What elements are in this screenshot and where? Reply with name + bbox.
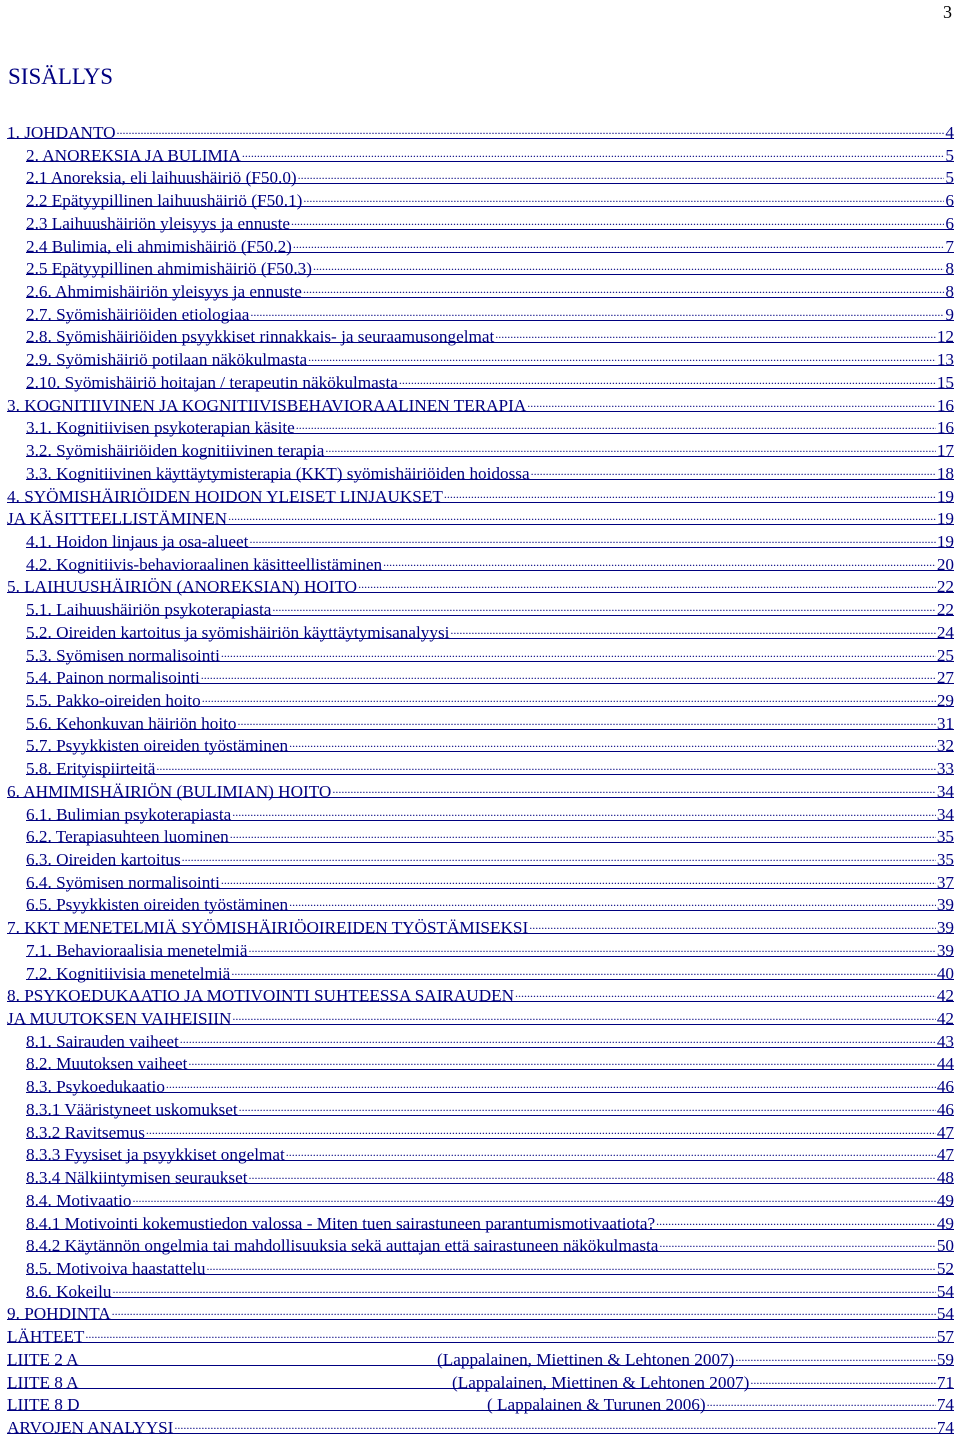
toc-entry-citation: (Lappalainen, Miettinen & Lehtonen 2007): [452, 1372, 750, 1392]
toc-dot-leader: [174, 1411, 935, 1433]
toc-dot-leader: [248, 934, 935, 956]
toc-entry-link[interactable]: [26, 207, 954, 233]
toc-entry-page: 46: [936, 1099, 954, 1119]
toc-entry-link[interactable]: [7, 1320, 954, 1347]
toc-entry[interactable]: [26, 729, 960, 756]
toc-entry-link[interactable]: [26, 1025, 954, 1051]
toc-entry-label: 2.1 Anoreksia, eli laihuushäiriö (F50.0): [26, 168, 297, 188]
toc-entry-page: 8: [945, 282, 954, 302]
toc-entry-link[interactable]: [26, 1207, 954, 1233]
toc-entry-link[interactable]: [26, 707, 954, 733]
toc-entry[interactable]: [26, 843, 960, 869]
toc-entry-label: 6.1. Bulimian psykoterapiasta: [26, 804, 232, 824]
toc-dot-leader: [527, 389, 936, 411]
toc-entry-link[interactable]: [26, 343, 954, 370]
toc-dot-leader: [303, 184, 944, 206]
toc-entry-link[interactable]: [26, 139, 954, 165]
toc-entry[interactable]: [26, 1275, 960, 1301]
toc-entry-label: 7. KKT MENETELMIÄ SYÖMISHÄIRIÖOIREIDEN TYÖSTÄMISEKSI: [7, 918, 529, 938]
toc-entry-label: 8.3. Psykoedukaatio: [26, 1077, 165, 1097]
toc-entry-link[interactable]: [26, 593, 954, 620]
toc-entry-page: 5: [945, 145, 954, 165]
toc-entry-page: 15: [936, 372, 954, 392]
toc-entry-link[interactable]: [26, 525, 954, 551]
toc-dot-leader: [531, 457, 936, 479]
toc-entry-link[interactable]: [7, 775, 954, 801]
toc-entry-page: 42: [936, 1009, 954, 1029]
toc-entry[interactable]: [7, 1343, 960, 1369]
toc-entry[interactable]: [26, 1229, 960, 1256]
toc-entry[interactable]: [26, 1252, 960, 1278]
toc-entry-page: 19: [936, 509, 954, 529]
toc-entry-page: 4: [945, 123, 954, 142]
toc-dot-leader: [383, 548, 936, 570]
toc-entry-link[interactable]: [26, 184, 954, 211]
toc-dot-leader: [112, 1275, 935, 1297]
toc-entry[interactable]: [26, 207, 960, 233]
toc-entry[interactable]: [26, 343, 960, 370]
toc-entry-label: 5.6. Kehonkuvan häiriön hoito: [26, 713, 237, 733]
toc-entry-link[interactable]: [7, 911, 954, 938]
toc-entry-label: 3.3. Kognitiivinen käyttäytymisterapia (KKT) syömishäiriöiden hoidossa: [26, 463, 530, 483]
toc-entry-label: 2.2 Epätyypillinen laihuushäiriö (F50.1): [26, 191, 303, 211]
toc-dot-leader: [232, 1002, 935, 1024]
toc-dot-leader: [272, 593, 935, 615]
toc-entry-page: 32: [936, 736, 954, 756]
toc-entry[interactable]: [26, 888, 960, 915]
toc-entry-link[interactable]: [26, 434, 954, 461]
toc-entry[interactable]: [26, 252, 960, 279]
toc-entry-page: 25: [936, 645, 954, 665]
toc-entry-page: 29: [936, 690, 954, 710]
toc-entry-page: 24: [936, 622, 954, 642]
toc-entry[interactable]: [7, 1320, 960, 1347]
toc-entry-label: 4.2. Kognitiivis-behavioraalinen käsitteellistäminen: [26, 554, 383, 574]
toc-dot-leader: [358, 570, 936, 592]
toc-entry[interactable]: [26, 457, 960, 483]
toc-entry-link[interactable]: [7, 502, 954, 529]
toc-entry-page: 52: [936, 1258, 954, 1278]
toc-entry-page: 5: [945, 168, 954, 188]
toc-entry-label: 5.4. Painon normalisointi: [26, 668, 200, 688]
toc-entry-page: 54: [936, 1281, 954, 1301]
toc-entry-page: 49: [936, 1190, 954, 1210]
toc-dot-leader: [707, 1388, 936, 1410]
toc-entry-page: 7: [945, 236, 954, 256]
toc-dot-leader: [221, 639, 936, 661]
toc-entry-page: 34: [936, 781, 954, 801]
toc-entry[interactable]: [26, 320, 960, 347]
toc-entry-label: 4.1. Hoidon linjaus ja osa-alueet: [26, 531, 249, 551]
toc-entry-label: 5.8. Erityispiirteitä: [26, 759, 156, 779]
toc-entry[interactable]: [26, 866, 960, 892]
toc-entry[interactable]: [26, 593, 960, 620]
toc-entry-page: 9: [945, 304, 954, 324]
toc-entry[interactable]: [7, 389, 960, 415]
toc-entry[interactable]: [26, 184, 960, 211]
toc-entry-link[interactable]: [26, 411, 954, 438]
toc-entry-label: LIITE 8 D: [7, 1395, 80, 1415]
toc-dot-leader: [450, 616, 935, 638]
toc-entry-link[interactable]: [26, 1275, 954, 1301]
toc-entry-link[interactable]: [26, 252, 954, 279]
toc-dot-leader: [133, 1184, 936, 1206]
toc-entry-link[interactable]: [26, 1161, 954, 1188]
toc-entry-label: 8.3.1 Vääristyneet uskomukset: [26, 1099, 238, 1119]
toc-entry-label: 9. POHDINTA: [7, 1304, 111, 1324]
toc-entry[interactable]: [26, 1116, 960, 1142]
toc-entry[interactable]: [26, 161, 960, 188]
toc-entry-label: 8.4.1 Motivointi kokemustiedon valossa - Miten tuen sairastuneen parantumismotivaatiota?: [26, 1213, 656, 1233]
toc-entry-label: 6.5. Psyykkisten oireiden työstäminen: [26, 895, 289, 915]
toc-entry-page: 50: [936, 1236, 954, 1256]
toc-entry-label: 6. AHMIMISHÄIRIÖN (BULIMIAN) HOITO: [7, 781, 332, 801]
toc-dot-leader: [659, 1229, 935, 1251]
toc-dot-leader: [293, 230, 945, 252]
toc-dot-leader: [735, 1343, 935, 1365]
toc-dot-leader: [238, 707, 936, 729]
toc-entry-label: 2.3 Laihuushäiriön yleisyys ja ennuste: [26, 213, 290, 233]
toc-entry[interactable]: [26, 1207, 960, 1233]
toc-dot-leader: [289, 729, 936, 751]
toc-entry[interactable]: [7, 570, 960, 597]
toc-entry-label: 8.1. Sairauden vaiheet: [26, 1031, 179, 1051]
toc-entry-page: 46: [936, 1077, 954, 1097]
toc-entry-label: 7.1. Behavioraalisia menetelmiä: [26, 940, 248, 960]
toc-entry-page: 54: [936, 1304, 954, 1324]
toc-dot-leader: [188, 1047, 935, 1069]
toc-dot-leader: [332, 775, 936, 797]
toc-entry-page: 37: [936, 872, 954, 892]
toc-dot-leader: [399, 366, 936, 388]
toc-entry-label: 3. KOGNITIIVINEN JA KOGNITIIVISBEHAVIORAALINEN TERAPIA: [7, 395, 527, 415]
toc-entry-page: 39: [936, 940, 954, 960]
toc-entry[interactable]: [26, 934, 960, 960]
toc-entry[interactable]: [26, 639, 960, 665]
toc-entry[interactable]: [26, 752, 960, 779]
toc-entry-link[interactable]: [26, 639, 954, 665]
toc-title: SISÄLLYS: [8, 64, 114, 89]
toc-entry[interactable]: [7, 480, 960, 506]
toc-entry-page: 34: [936, 804, 954, 824]
toc-entry-link[interactable]: [7, 480, 954, 506]
toc-entry-label: 6.2. Terapiasuhteen luominen: [26, 827, 229, 847]
toc-entry[interactable]: [26, 298, 960, 324]
toc-dot-leader: [239, 1093, 936, 1115]
toc-entry-label: 2.10. Syömishäiriö hoitajan / terapeutin näkökulmasta: [26, 372, 398, 392]
toc-entry[interactable]: [26, 957, 960, 983]
toc-entry-label: 2.7. Syömishäiriöiden etiologiaa: [26, 304, 250, 324]
toc-entry[interactable]: [26, 548, 960, 574]
toc-entry-page: 19: [936, 531, 954, 551]
toc-entry[interactable]: [26, 707, 960, 733]
toc-entry-page: 39: [936, 895, 954, 915]
toc-entry-label: 7.2. Kognitiivisia menetelmiä: [26, 963, 231, 983]
toc-entry-page: 18: [936, 463, 954, 483]
toc-entry[interactable]: [7, 911, 960, 938]
toc-entry-label: 8.3.4 Nälkiintymisen seuraukset: [26, 1168, 248, 1188]
toc-entry-link[interactable]: [26, 548, 954, 574]
toc-entry[interactable]: [26, 616, 960, 642]
toc-entry[interactable]: [26, 798, 960, 824]
toc-entry[interactable]: [26, 661, 960, 688]
toc-entry-page: 59: [936, 1349, 954, 1369]
toc-entry-citation: (Lappalainen, Miettinen & Lehtonen 2007): [437, 1349, 735, 1369]
toc-entry-label: 8.3.2 Ravitsemus: [26, 1122, 145, 1142]
toc-dot-leader: [325, 434, 935, 456]
toc-entry-label: 5.1. Laihuushäiriön psykoterapiasta: [26, 600, 272, 620]
toc-entry-link[interactable]: [26, 1047, 954, 1074]
toc-entry-label: 3.2. Syömishäiriöiden kognitiivinen terapia: [26, 441, 325, 461]
toc-entry[interactable]: [7, 502, 960, 529]
toc-dot-leader: [206, 1252, 935, 1274]
toc-entry-label: 8. PSYKOEDUKAATIO JA MOTIVOINTI SUHTEESSA SAIRAUDEN: [7, 986, 515, 1006]
toc-entry-link[interactable]: [26, 457, 954, 483]
toc-entry-page: 42: [936, 986, 954, 1006]
toc-entry-link[interactable]: [26, 1184, 954, 1210]
toc-entry-label: LIITE 2 A: [7, 1349, 79, 1369]
toc-entry[interactable]: [7, 1002, 960, 1029]
toc-entry[interactable]: [26, 525, 960, 551]
toc-entry-page: 74: [936, 1417, 954, 1437]
toc-entry-link[interactable]: [26, 366, 954, 392]
toc-entry-page: 49: [936, 1213, 954, 1233]
toc-entry-page: 22: [936, 577, 954, 597]
toc-entry[interactable]: [26, 1070, 960, 1097]
toc-entry-page: 47: [936, 1122, 954, 1142]
toc-dot-leader: [117, 116, 945, 138]
toc-entry-link[interactable]: [26, 661, 954, 688]
toc-entry-link[interactable]: [26, 752, 954, 779]
toc-dot-leader: [230, 820, 936, 842]
toc-dot-leader: [286, 1138, 936, 1160]
toc-entry-page: 16: [936, 395, 954, 415]
toc-entry-link[interactable]: [7, 1411, 954, 1437]
toc-entry[interactable]: [26, 230, 960, 256]
toc-entry-link[interactable]: [26, 934, 954, 960]
toc-entry-label: 8.6. Kokeilu: [26, 1281, 112, 1301]
page-number: 3: [943, 2, 952, 22]
toc-entry-label: 2.5 Epätyypillinen ahmimishäiriö (F50.3): [26, 259, 312, 279]
toc-entry-link[interactable]: [26, 320, 954, 347]
toc-dot-leader: [529, 911, 936, 933]
toc-dot-leader: [515, 979, 936, 1001]
toc-entry-link[interactable]: [26, 888, 954, 915]
toc-entry-link[interactable]: [7, 979, 954, 1006]
toc-entry-link[interactable]: [7, 1366, 954, 1392]
toc-entry[interactable]: [26, 684, 960, 710]
toc-entry-page: 47: [936, 1145, 954, 1165]
toc-entry-label: 8.2. Muutoksen vaiheet: [26, 1054, 188, 1074]
toc-entry-page: 71: [936, 1372, 954, 1392]
toc-entry-link[interactable]: [7, 389, 954, 415]
toc-entry-link[interactable]: [26, 684, 954, 710]
toc-entry-page: 6: [945, 191, 954, 211]
toc-entry[interactable]: [26, 1047, 960, 1074]
toc-entry-link[interactable]: [26, 820, 954, 847]
toc-entry-label: 2.9. Syömishäiriö potilaan näkökulmasta: [26, 350, 308, 370]
toc-dot-leader: [221, 866, 936, 888]
toc-entry-label: 3.1. Kognitiivisen psykoterapian käsite: [26, 418, 295, 438]
toc-dot-leader: [298, 161, 945, 183]
toc-dot-leader: [656, 1207, 936, 1229]
toc-entry-link[interactable]: [7, 1388, 954, 1415]
toc-entry[interactable]: [26, 411, 960, 438]
toc-entry-link[interactable]: [7, 1002, 954, 1029]
toc-entry-label: 2. ANOREKSIA JA BULIMIA: [26, 145, 241, 165]
toc-entry-page: 16: [936, 418, 954, 438]
toc-entry-page: 31: [936, 713, 954, 733]
toc-entry-page: 40: [936, 963, 954, 983]
toc-dot-leader: [180, 1025, 936, 1047]
toc-dot-leader: [228, 502, 936, 524]
toc-dot-leader: [202, 684, 936, 706]
toc-entry-link[interactable]: [26, 1138, 954, 1165]
toc-entry-label: 4. SYÖMISHÄIRIÖIDEN HOIDON YLEISET LINJAUKSET: [7, 486, 443, 506]
toc-entry[interactable]: [26, 1138, 960, 1165]
toc-entry-page: 44: [936, 1054, 954, 1074]
toc-entry-label: 5.3. Syömisen normalisointi: [26, 645, 220, 665]
toc-entry-page: 22: [936, 600, 954, 620]
toc-dot-leader: [201, 661, 936, 683]
toc-dot-leader: [313, 252, 944, 274]
toc-dot-leader: [156, 752, 935, 774]
toc-entry-label: 8.4.2 Käytännön ongelmia tai mahdollisuuksia sekä auttajan että sairastuneen näkökulmasta: [26, 1236, 659, 1256]
toc-entry-page: 35: [936, 827, 954, 847]
toc-dot-leader: [232, 798, 936, 820]
toc-entry[interactable]: [26, 1025, 960, 1051]
toc-entry-link[interactable]: [26, 161, 954, 188]
toc-entry-link[interactable]: [7, 116, 954, 142]
toc-dot-leader: [249, 525, 935, 547]
toc-entry[interactable]: [26, 434, 960, 461]
toc-entry-page: 20: [936, 554, 954, 574]
toc-entry-page: 8: [945, 259, 954, 279]
toc-entry-label: 6.4. Syömisen normalisointi: [26, 872, 220, 892]
toc-entry[interactable]: [7, 1297, 960, 1324]
toc-entry[interactable]: [26, 1093, 960, 1119]
toc-dot-leader: [308, 343, 936, 365]
toc-dot-leader: [250, 298, 944, 320]
toc-entry[interactable]: [26, 139, 960, 165]
toc-entry-link[interactable]: [26, 1116, 954, 1142]
toc-entry-page: 19: [936, 486, 954, 506]
toc-dot-leader: [444, 480, 936, 502]
toc-entry-link[interactable]: [26, 1093, 954, 1119]
toc-dot-leader: [291, 207, 944, 229]
toc-dot-leader: [495, 320, 936, 342]
toc-entry-page: 27: [936, 668, 954, 688]
toc-entry-link[interactable]: [26, 957, 954, 983]
toc-entry[interactable]: [7, 979, 960, 1006]
toc-entry-label: LIITE 8 A: [7, 1372, 79, 1392]
toc-dot-leader: [242, 139, 945, 161]
toc-entry-label: 8.3.3 Fyysiset ja psyykkiset ongelmat: [26, 1145, 285, 1165]
toc-dot-leader: [146, 1116, 936, 1138]
toc-entry-label: 5.2. Oireiden kartoitus ja syömishäiriön käyttäytymisanalyysi: [26, 622, 450, 642]
toc-entry-page: 39: [936, 918, 954, 938]
toc-entry-label: 8.4. Motivaatio: [26, 1190, 132, 1210]
toc-dot-leader: [289, 888, 936, 910]
toc-entry[interactable]: [26, 1161, 960, 1188]
toc-entry-label: 5.7. Psyykkisten oireiden työstäminen: [26, 736, 289, 756]
toc-entry-label: 5.5. Pakko-oireiden hoito: [26, 690, 201, 710]
toc-entry-label: 2.4 Bulimia, eli ahmimishäiriö (F50.2): [26, 236, 292, 256]
toc-entry-page: 57: [936, 1327, 954, 1347]
toc-entry-link[interactable]: [26, 1252, 954, 1278]
toc-dot-leader: [249, 1161, 936, 1183]
toc-entry[interactable]: [7, 775, 960, 801]
toc-entry[interactable]: [7, 1388, 960, 1415]
toc-dot-leader: [166, 1070, 936, 1092]
toc-entry-link[interactable]: [26, 798, 954, 824]
toc-entry-label: ARVOJEN ANALYYSI: [7, 1417, 174, 1437]
toc-entry-citation: ( Lappalainen & Turunen 2006): [487, 1395, 706, 1415]
toc-entry-label: 8.5. Motivoiva haastattelu: [26, 1258, 206, 1278]
toc-entry-page: 13: [936, 350, 954, 370]
toc-entry[interactable]: [26, 275, 960, 302]
toc-dot-leader: [750, 1366, 935, 1388]
toc-entry-page: 17: [936, 441, 954, 461]
toc-entry-label: JA MUUTOKSEN VAIHEISIIN: [7, 1009, 232, 1029]
toc-entry-link[interactable]: [26, 843, 954, 869]
toc-entry[interactable]: [26, 820, 960, 847]
toc-entry-page: 48: [936, 1168, 954, 1188]
table-of-contents: [0, 116, 960, 1437]
toc-entry-link[interactable]: [26, 866, 954, 892]
toc-entry[interactable]: [7, 1411, 960, 1437]
toc-entry-label: LÄHTEET: [7, 1327, 85, 1347]
toc-entry-link[interactable]: [7, 1297, 954, 1324]
toc-dot-leader: [112, 1297, 936, 1319]
toc-entry-page: 33: [936, 759, 954, 779]
toc-entry-link[interactable]: [26, 1070, 954, 1097]
toc-entry-link[interactable]: [26, 230, 954, 256]
toc-entry-link[interactable]: [7, 1343, 954, 1369]
toc-entry-page: 12: [936, 327, 954, 347]
toc-dot-leader: [296, 411, 936, 433]
toc-entry[interactable]: [26, 366, 960, 392]
toc-entry-label: 6.3. Oireiden kartoitus: [26, 850, 181, 869]
toc-dot-leader: [85, 1320, 935, 1342]
toc-entry[interactable]: [7, 116, 960, 142]
toc-dot-leader: [303, 275, 944, 297]
toc-entry[interactable]: [26, 1184, 960, 1210]
toc-entry-link[interactable]: [26, 616, 954, 642]
toc-entry-link[interactable]: [7, 570, 954, 597]
toc-entry-label: JA KÄSITTEELLISTÄMINEN: [7, 509, 228, 529]
toc-entry-page: 74: [936, 1395, 954, 1415]
toc-entry-link[interactable]: [26, 729, 954, 756]
toc-dot-leader: [231, 957, 936, 979]
toc-entry-label: 2.8. Syömishäiriöiden psyykkiset rinnakkais- ja seuraamusongelmat: [26, 327, 495, 347]
toc-dot-leader: [182, 843, 936, 865]
toc-entry-label: 5. LAIHUUSHÄIRIÖN (ANOREKSIAN) HOITO: [7, 577, 358, 597]
toc-entry-label: 2.6. Ahmimishäiriön yleisyys ja ennuste: [26, 282, 302, 302]
toc-entry-label: 1. JOHDANTO: [7, 123, 116, 142]
toc-entry[interactable]: [7, 1366, 960, 1392]
toc-entry-page: 6: [945, 213, 954, 233]
toc-entry-link[interactable]: [26, 275, 954, 302]
toc-entry-link[interactable]: [26, 1229, 954, 1256]
toc-entry-page: 43: [936, 1031, 954, 1051]
toc-entry-page: 35: [936, 850, 954, 869]
toc-entry-link[interactable]: [26, 298, 954, 324]
